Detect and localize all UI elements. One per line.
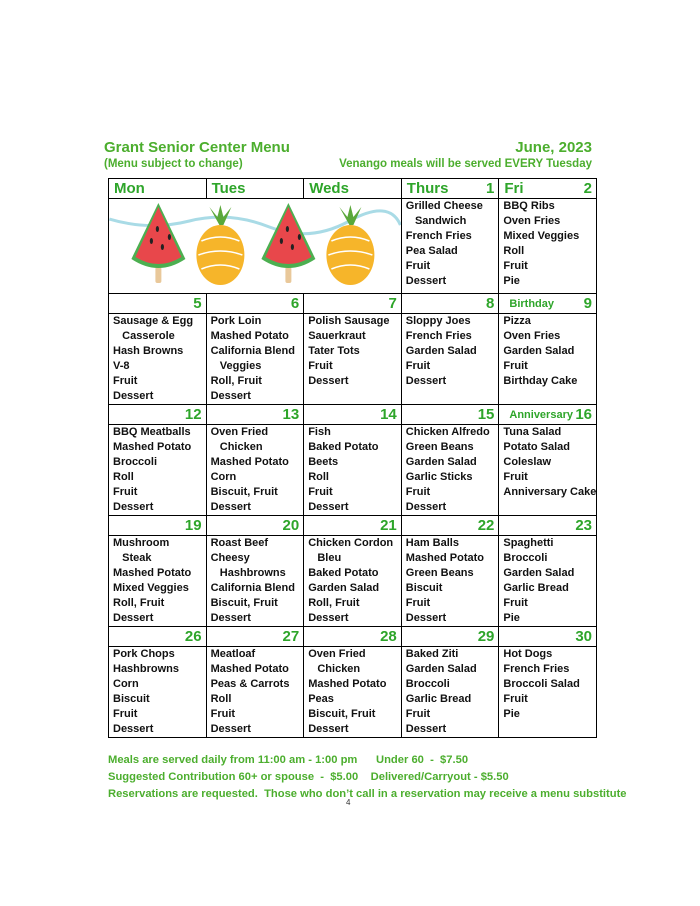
menu-item: Mashed Potato [113,567,192,579]
day-header-cell [401,405,499,425]
menu-item: Dessert [308,375,349,387]
menu-item: Mixed Veggies [113,582,189,594]
menu-item: Dessert [113,723,154,735]
menu-item: Anniversary Cake [503,486,597,498]
menu-item: Birthday Cake [503,375,578,387]
day-name: Thurs [406,180,449,197]
day-menu-cell [206,536,304,627]
menu-item: Garlic Bread [405,693,472,705]
menu-item: Roll [113,471,134,483]
week-body-row [109,647,597,738]
menu-item: Mashed Potato [405,552,485,564]
pineapple-icon [326,205,374,285]
menu-item: Dessert [113,390,154,402]
day-menu-cell [499,314,597,405]
menu-item: Hashbrowns [113,663,180,675]
menu-item: Roll, Fruit [210,375,262,387]
menu-item: Tater Tots [308,345,360,357]
menu-item: Hash Browns [113,345,184,357]
day-header-cell [499,294,597,314]
day-name: Fri [504,180,524,197]
menu-item: Spaghetti [503,537,554,549]
menu-item: Sandwich [405,215,467,227]
menu-item: Fruit [503,360,528,372]
menu-item: Broccoli [113,456,158,468]
menu-item: BBQ Ribs [503,200,555,212]
page-number: 4 [346,798,351,807]
menu-item: Pea Salad [405,245,458,257]
menu-item: Casserole [113,330,175,342]
menu-item: Garden Salad [503,567,575,579]
menu-item: Garlic Bread [503,582,569,594]
menu-item: Fruit [210,708,236,720]
menu-item: French Fries [405,230,472,242]
day-header-cell [401,516,499,536]
menu-item: Fruit [405,597,431,609]
menu-item: Sausage & Egg [113,315,194,327]
menu-item: Pie [503,275,520,287]
day-number: 27 [282,628,300,645]
day-number: 6 [290,295,300,312]
day-header-cell [109,294,207,314]
day-menu-cell [109,425,207,516]
watermelon-popsicle-icon [131,203,185,283]
menu-item: Broccoli [503,552,548,564]
menu-item: Mashed Potato [210,330,289,342]
day-header-cell [499,516,597,536]
menu-item: Mashed Potato [113,441,192,453]
menu-item: Mushroom [113,537,170,549]
menu-item: Fruit [503,693,528,705]
day-header-cell [304,627,402,647]
menu-item: Peas & Carrots [210,678,290,690]
day-number: 8 [486,295,495,312]
menu-item: Tuna Salad [503,426,562,438]
day-number: 16 [575,406,592,423]
week-body-row [109,536,597,627]
day-header-cell [109,516,207,536]
menu-item: Chicken [210,441,263,453]
day-menu-cell [499,425,597,516]
menu-item: Biscuit [113,693,150,705]
menu-item: Dessert [113,612,154,624]
day-name: Mon [114,180,145,197]
day-header-cell [206,627,304,647]
day-note: Birthday [509,298,554,310]
menu-item: Chicken Alfredo [405,426,490,438]
menu-item: Pork Loin [210,315,262,327]
day-number: 7 [388,295,397,312]
day-number: 14 [380,406,397,423]
day-number: 30 [575,628,592,645]
menu-item: Fish [308,426,331,438]
day-number: 1 [486,180,495,197]
watermelon-popsicle-icon [261,203,315,283]
menu-item: Oven Fried [210,426,269,438]
menu-item: Baked Potato [308,441,379,453]
menu-item: Potato Salad [503,441,570,453]
menu-item: Dessert [405,612,447,624]
menu-item: Dessert [405,501,447,513]
day-header-cell [499,627,597,647]
menu-title: Grant Senior Center Menu [104,139,290,156]
day-header-cell [206,179,304,199]
menu-item: Roll, Fruit [113,597,165,609]
day-header-cell [499,405,597,425]
menu-item: Garlic Sticks [405,471,473,483]
menu-item: Dessert [210,723,251,735]
day-number: 15 [477,406,495,423]
day-menu-cell [304,536,402,627]
menu-item: Corn [113,678,139,690]
menu-item: Dessert [405,723,447,735]
day-header-cell [401,627,499,647]
footer-reservation-line: Reservations are requested. Those who don’t call in a reservation may receive a menu substitute [108,788,627,800]
day-name: Tues [211,180,246,197]
day-number: 12 [184,406,202,423]
menu-item: Steak [113,552,152,564]
menu-item: Dessert [210,612,251,624]
day-number: 13 [282,406,300,423]
day-header-cell [206,294,304,314]
menu-item: Dessert [405,375,447,387]
menu-item: Dessert [113,501,154,513]
menu-item: Roast Beef [210,537,269,549]
menu-item: BBQ Meatballs [113,426,191,438]
menu-subtitle-right: Venango meals will be served EVERY Tuesday [339,158,592,170]
day-header-cell [304,294,402,314]
menu-item: Fruit [113,375,138,387]
day-number: 29 [477,628,495,645]
week-header-row [109,405,597,425]
menu-item: Meatloaf [210,648,256,660]
menu-item: Biscuit [405,582,443,594]
day-number: 28 [380,628,397,645]
menu-item: Veggies [210,360,262,372]
day-menu-cell [206,314,304,405]
menu-item: Dessert [405,275,447,287]
menu-item: Hashbrowns [210,567,286,579]
menu-item: Biscuit, Fruit [210,597,278,609]
day-header-cell [206,405,304,425]
menu-item: Fruit [308,486,333,498]
menu-item: Sauerkraut [308,330,366,342]
menu-item: Biscuit, Fruit [210,486,278,498]
menu-item: Roll, Fruit [308,597,360,609]
menu-item: Garden Salad [308,582,380,594]
menu-item: Pork Chops [113,648,175,660]
menu-item: Broccoli [405,678,450,690]
day-name: Weds [309,180,349,197]
day-number: 21 [380,517,397,534]
menu-item: Bleu [308,552,342,564]
day-header-cell [401,294,499,314]
menu-item: Garden Salad [503,345,575,357]
day-number: 5 [193,295,202,312]
footer-contribution-line: Suggested Contribution 60+ or spouse - $5.00 Delivered/Carryout - $5.50 [108,771,509,783]
menu-item: Polish Sausage [308,315,390,327]
day-number: 2 [583,180,592,197]
day-number: 19 [184,517,202,534]
day-menu-cell [304,647,402,738]
menu-item: Mixed Veggies [503,230,580,242]
menu-item: Dessert [308,612,349,624]
menu-item: Green Beans [405,441,474,453]
menu-item: Garden Salad [405,345,477,357]
menu-item: Baked Potato [308,567,379,579]
menu-item: Fruit [503,597,528,609]
week-header-row [109,516,597,536]
menu-item: Oven Fried [308,648,366,660]
week-header-row [109,627,597,647]
menu-item: Mashed Potato [308,678,387,690]
day-menu-cell [401,536,499,627]
day-header-cell [304,516,402,536]
menu-item: California Blend [210,582,295,594]
menu-item: Corn [210,471,237,483]
menu-item: Fruit [113,486,138,498]
menu-item: Fruit [405,360,431,372]
menu-item: Broccoli Salad [503,678,580,690]
menu-subtitle-left: (Menu subject to change) [104,158,243,170]
week-body-row [109,199,597,294]
menu-item: Cheesy [210,552,250,564]
menu-item: Coleslaw [503,456,552,468]
menu-item: Chicken [308,663,361,675]
week-body-row [109,425,597,516]
menu-item: Roll [210,693,232,705]
menu-item: Oven Fries [503,330,561,342]
day-menu-cell [109,314,207,405]
menu-item: Grilled Cheese [405,200,483,212]
menu-item: Sloppy Joes [405,315,471,327]
day-menu-cell [304,314,402,405]
menu-item: V-8 [113,360,130,372]
menu-item: Fruit [503,260,528,272]
day-menu-cell [304,425,402,516]
menu-item: Oven Fries [503,215,561,227]
menu-item: Beets [308,456,339,468]
day-header-cell [206,516,304,536]
day-number: 20 [282,517,300,534]
menu-item: Ham Balls [405,537,459,549]
day-header-cell [304,179,402,199]
day-note: Anniversary [509,409,573,421]
menu-item: Fruit [405,486,431,498]
menu-item: Dessert [210,390,251,402]
day-menu-cell [499,647,597,738]
day-number: 22 [477,517,495,534]
menu-item: French Fries [503,663,570,675]
menu-item: Garden Salad [405,456,477,468]
menu-item: Mashed Potato [210,663,289,675]
week-header-row [109,294,597,314]
day-header-cell [109,405,207,425]
menu-item: Peas [308,693,334,705]
menu-date: June, 2023 [515,139,592,156]
menu-item: Pizza [503,315,531,327]
day-menu-cell [401,647,499,738]
footer [108,752,627,803]
menu-item: Dessert [308,723,349,735]
day-menu-cell [109,536,207,627]
day-number: 23 [575,517,592,534]
day-menu-cell [401,425,499,516]
day-menu-cell [499,536,597,627]
day-menu-cell [499,199,597,294]
menu-item: Dessert [210,501,251,513]
week-body-row [109,314,597,405]
summer-decoration [109,199,402,294]
week-header-row [109,179,597,199]
menu-item: Biscuit, Fruit [308,708,376,720]
menu-item: Garden Salad [405,663,477,675]
footer-hours-line: Meals are served daily from 11:00 am - 1:00 pm Under 60 - $7.50 [108,754,469,766]
day-menu-cell [206,647,304,738]
day-header-cell [401,179,499,199]
menu-item: Mashed Potato [210,456,289,468]
day-menu-cell [401,199,499,294]
menu-item: Chicken Cordon [308,537,394,549]
day-header-cell [304,405,402,425]
menu-item: Roll [503,245,525,257]
day-menu-cell [206,425,304,516]
menu-item: Baked Ziti [405,648,459,660]
menu-item: Fruit [308,360,333,372]
menu-item: Fruit [405,260,431,272]
menu-item: Green Beans [405,567,474,579]
menu-item: California Blend [210,345,295,357]
menu-item: Hot Dogs [503,648,553,660]
day-header-cell [109,179,207,199]
day-number: 26 [184,628,202,645]
menu-calendar [108,178,597,738]
day-number: 9 [583,295,592,312]
day-header-cell [499,179,597,199]
menu-item: French Fries [405,330,472,342]
decoration-art [109,199,401,288]
menu-item: Dessert [308,501,349,513]
day-header-cell [109,627,207,647]
menu-item: Roll [308,471,329,483]
day-menu-cell [109,647,207,738]
menu-item: Fruit [503,471,528,483]
menu-item: Fruit [405,708,431,720]
day-menu-cell [401,314,499,405]
menu-item: Pie [503,612,520,624]
menu-item: Fruit [113,708,138,720]
menu-item: Pie [503,708,520,720]
